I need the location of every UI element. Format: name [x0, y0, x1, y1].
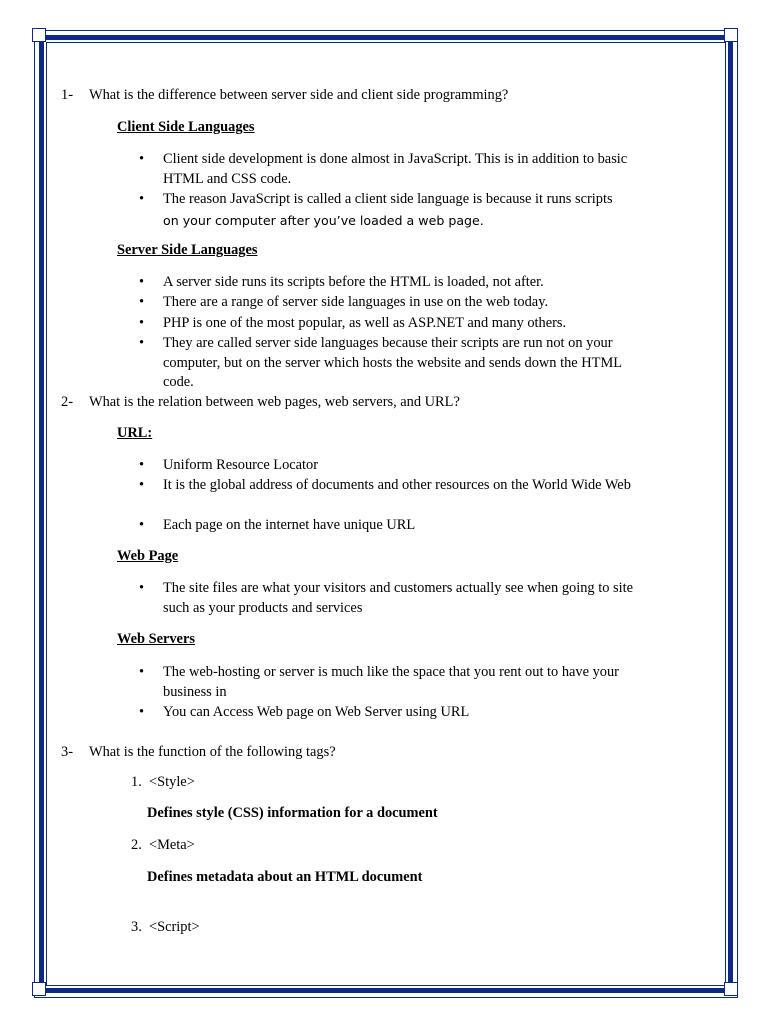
- bullet-dot: •: [139, 664, 145, 680]
- tag-item-3-tag: <Script>: [149, 919, 200, 935]
- heading-client-side: Client Side Languages: [117, 119, 255, 135]
- border-corner-top-left: [32, 28, 46, 42]
- tag-item-1: [131, 774, 195, 791]
- question-1-text: What is the difference between server side and client side programming?: [89, 87, 509, 103]
- bullet-dot: •: [139, 580, 145, 596]
- bullet-dot: •: [139, 274, 145, 290]
- bullet-web-page-1: The site files are what your visitors and customers actually see when going to site such as your products and services: [163, 580, 633, 616]
- tag-item-3: [131, 919, 200, 936]
- bullet-web-servers-2: You can Access Web page on Web Server using URL: [163, 704, 470, 720]
- tag-item-2-number: 2.: [131, 837, 142, 853]
- bullet-client-1: Client side development is done almost in JavaScript. This is in addition to basic HTML and CSS code.: [163, 151, 628, 187]
- bullet-dot: •: [139, 704, 145, 720]
- bullet-dot: •: [139, 517, 145, 533]
- bullet-dot: •: [139, 294, 145, 310]
- border-corner-top-right: [724, 28, 738, 42]
- tag-item-1-tag: <Style>: [149, 774, 195, 790]
- bullet-dot: •: [139, 315, 145, 331]
- question-2-number: 2-: [61, 394, 73, 410]
- bullet-server-3: PHP is one of the most popular, as well as ASP.NET and many others.: [163, 315, 567, 331]
- bullet-client-2-continued: on your computer after you’ve loaded a web page.: [163, 213, 484, 228]
- bullet-dot: •: [139, 335, 145, 351]
- bullet-url-2: It is the global address of documents and other resources on the World Wide Web: [163, 477, 631, 493]
- bullet-server-4: They are called server side languages because their scripts are run not on your computer, but on the server which hosts the website and sends down the HTML code.: [163, 335, 622, 390]
- border-corner-bottom-left: [32, 982, 46, 996]
- tag-item-2: [131, 837, 195, 854]
- bullet-url-1: Uniform Resource Locator: [163, 457, 319, 473]
- bullet-dot: •: [139, 191, 145, 207]
- tag-item-1-definition: Defines style (CSS) information for a document: [147, 805, 438, 821]
- question-1-number: 1-: [61, 87, 73, 103]
- bullet-dot: •: [139, 151, 145, 167]
- bullet-dot: •: [139, 477, 145, 493]
- heading-web-servers: Web Servers: [117, 631, 195, 647]
- heading-server-side: Server Side Languages: [117, 242, 258, 258]
- tag-item-2-tag: <Meta>: [149, 837, 195, 853]
- question-2-text: What is the relation between web pages, web servers, and URL?: [89, 394, 460, 410]
- border-corner-bottom-right: [724, 982, 738, 996]
- bullet-client-2: The reason JavaScript is called a client side language is because it runs scripts: [163, 191, 613, 207]
- bullet-web-servers-1: The web-hosting or server is much like the space that you rent out to have your business in: [163, 664, 619, 700]
- question-3-text: What is the function of the following tags?: [89, 744, 336, 760]
- heading-url: URL:: [117, 425, 153, 441]
- tag-item-2-definition: Defines metadata about an HTML document: [147, 869, 423, 885]
- bullet-dot: •: [139, 457, 145, 473]
- bullet-server-1: A server side runs its scripts before the HTML is loaded, not after.: [163, 274, 544, 290]
- tag-item-3-number: 3.: [131, 919, 142, 935]
- heading-web-page: Web Page: [117, 548, 179, 564]
- question-3-number: 3-: [61, 744, 73, 760]
- bullet-url-3: Each page on the internet have unique URL: [163, 517, 416, 533]
- tag-item-1-number: 1.: [131, 774, 142, 790]
- bullet-server-2: There are a range of server side languages in use on the web today.: [163, 294, 549, 310]
